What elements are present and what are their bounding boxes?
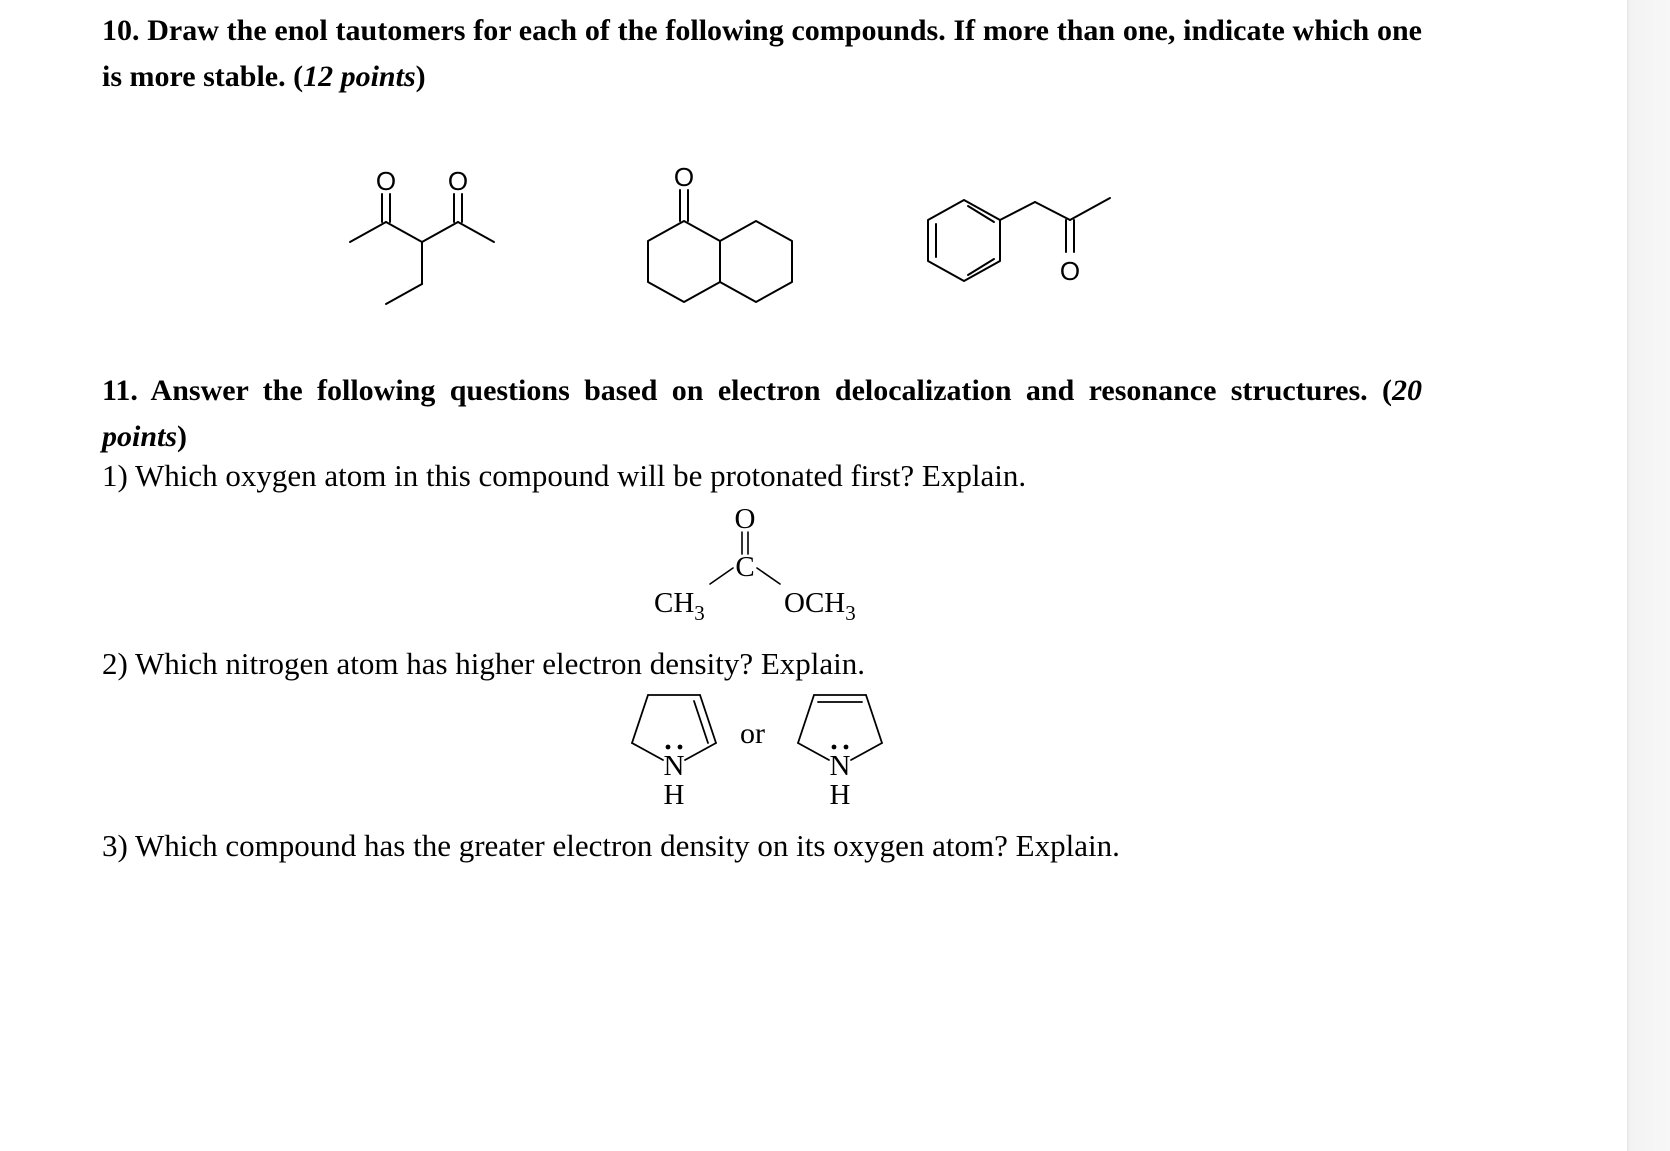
carbonyl-carbon: C [735, 551, 755, 583]
bicyclic-ketone-structure [640, 155, 810, 305]
ring-2-hydrogen: H [829, 779, 851, 811]
methyl-group-label [654, 587, 705, 625]
or-label: or [740, 717, 765, 750]
bicyclic-ketone-oxygen: O [673, 162, 695, 192]
methyl-acetate-structure [640, 500, 880, 630]
methoxy-group-label [784, 587, 856, 625]
och3-subscript: 3 [845, 601, 856, 625]
question-10-points: 12 points [303, 60, 416, 93]
scrollbar-track[interactable] [1627, 0, 1670, 1151]
carbonyl-oxygen: O [734, 503, 756, 535]
ring-1-nitrogen: N [663, 750, 685, 782]
diketone-structure [340, 160, 510, 320]
lone-pair-dot [844, 745, 849, 750]
ring-1-hydrogen: H [663, 779, 685, 811]
phenyl-ketone-structure [920, 190, 1130, 290]
question-11-part-2: 2) Which nitrogen atom has higher electron density? Explain. [102, 646, 866, 681]
och3-text: OCH [784, 587, 846, 619]
pyrroline-ring-2 [792, 690, 888, 810]
phenyl-ketone-oxygen: O [1059, 256, 1081, 286]
ring-2-nitrogen: N [829, 750, 851, 782]
question-10-text: 10. Draw the enol tautomers for each of the following compounds. If more than one, indicate which one is more stable. ( [102, 14, 1422, 93]
question-11-part-3: 3) Which compound has the greater electron density on its oxygen atom? Explain. [102, 828, 1120, 863]
question-11-heading [102, 368, 1422, 460]
lone-pair-dot [678, 745, 683, 750]
question-11-part-1: 1) Which oxygen atom in this compound will be protonated first? Explain. [102, 458, 1027, 493]
lone-pair-dot [832, 745, 837, 750]
diketone-oxygen-left: O [375, 166, 397, 196]
question-10-heading [102, 8, 1422, 100]
question-11-text: 11. Answer the following questions based on electron delocalization and resonance structures. ( [102, 374, 1392, 407]
question-10-close-paren: ) [415, 60, 426, 93]
ch3-subscript: 3 [694, 601, 705, 625]
lone-pair-dot [666, 745, 671, 750]
ch3-text: CH [654, 587, 695, 619]
pyrroline-ring-1 [626, 690, 722, 810]
question-11-close-paren: ) [177, 420, 188, 453]
diketone-oxygen-right: O [447, 166, 469, 196]
question-11-points: 20 points [102, 374, 1422, 453]
